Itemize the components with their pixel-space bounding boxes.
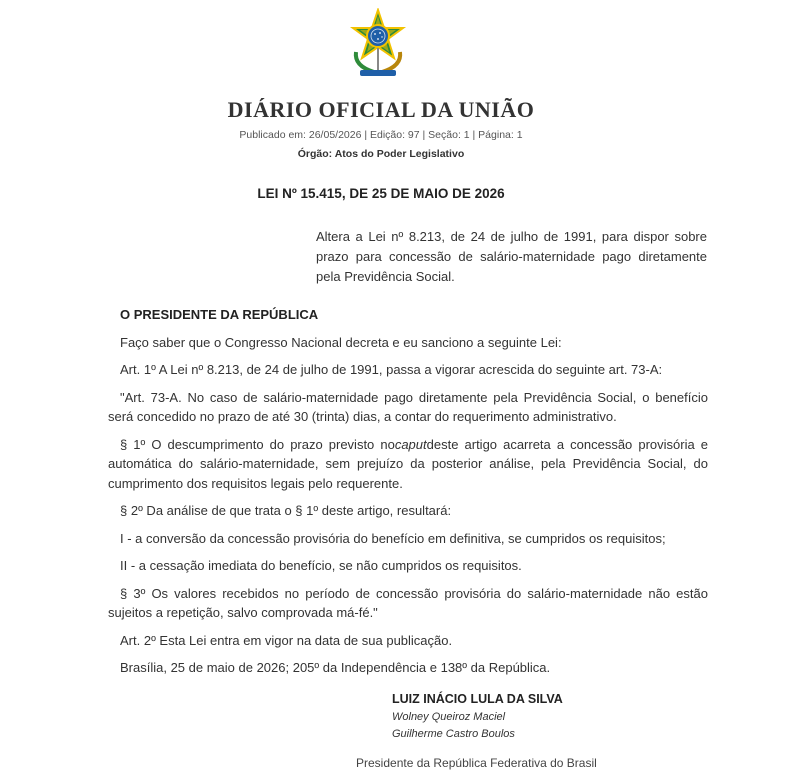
cosignatory-2: Guilherme Castro Boulos — [392, 728, 515, 740]
brazil-coat-of-arms-icon — [346, 8, 410, 80]
item-i: I - a conversão da concessão provisória do benefício em definitiva, se cumpridos os requisitos; — [120, 530, 666, 546]
law-body — [108, 305, 708, 686]
paragraph-2: § 2º Da análise de que trata o § 1º deste artigo, resultará: — [120, 503, 452, 518]
article-1: Art. 1º A Lei nº 8.213, de 24 de julho de 1991, passa a vigorar acrescida do seguinte art. 73-A: — [120, 362, 663, 377]
gazette-title: DIÁRIO OFICIAL DA UNIÃO — [227, 97, 535, 122]
law-ementa: Altera a Lei nº 8.213, de 24 de julho de 1991, para dispor sobre prazo para concessão de salário-maternidade pago diretamente pela Previdência Social. — [316, 229, 707, 284]
president-signature: LUIZ INÁCIO LULA DA SILVA — [392, 692, 563, 706]
caput-term: caput — [394, 436, 427, 452]
enactment-clause: Faço saber que o Congresso Nacional decreta e eu sanciono a seguinte Lei: — [120, 334, 562, 350]
publication-info: Publicado em: 26/05/2026 | Edição: 97 | Seção: 1 | Página: 1 — [239, 129, 523, 141]
date-line: Brasília, 25 de maio de 2026; 205º da Independência e 138º da República. — [120, 660, 551, 675]
signatures-block — [392, 692, 563, 743]
paragraph-1 — [108, 435, 708, 494]
president-heading: O PRESIDENTE DA REPÚBLICA — [120, 307, 319, 322]
law-title: LEI Nº 15.415, DE 25 DE MAIO DE 2026 — [257, 186, 505, 201]
cosignatory-1: Wolney Queiroz Maciel — [392, 711, 506, 723]
article-2: Art. 2º Esta Lei entra em vigor na data de sua publicação. — [120, 632, 453, 648]
footer-caption: Presidente da República Federativa do Brasil — [356, 756, 597, 770]
orgao-label: Órgão: Atos do Poder Legislativo — [297, 148, 465, 160]
article-73a: "Art. 73-A. No caso de salário-maternidade pago diretamente pela Previdência Social, o benefício será concedido no prazo de até 30 (trinta) dias, a contar do requerimento administrativo. — [108, 389, 708, 424]
paragraph-3: § 3º Os valores recebidos no período de concessão provisória do salário-maternidade não estão sujeitos a repetição, salvo comprovada má-fé." — [108, 585, 708, 620]
paragraph-1-text-b: deste artigo acarreta a concessão provisória e automática do salário-maternidade, sem prejuízo da posterior análise, pela Previdência Social, do cumprimento dos requisitos legais pelo requerente. — [108, 436, 708, 491]
item-ii: II - a cessação imediata do benefício, se não cumpridos os requisitos. — [120, 558, 522, 573]
paragraph-1-text-a: § 1º O descumprimento do prazo previsto no — [120, 436, 395, 452]
